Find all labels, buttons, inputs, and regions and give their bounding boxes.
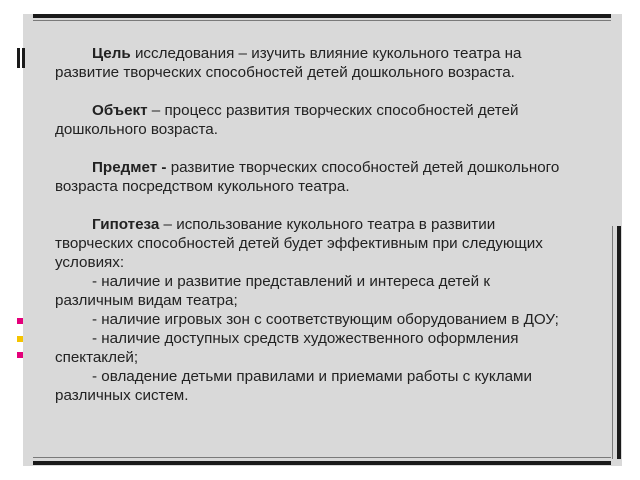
hypothesis-text-1: – использование кукольного театра в развитии: [159, 216, 496, 233]
hypothesis-line-1: [55, 215, 607, 234]
accent-square-magenta-2: [17, 352, 23, 358]
frame-left-bar: [17, 48, 20, 68]
condition-3-line-2: спектаклей;: [55, 349, 139, 366]
condition-4-line-1: - овладение детьми правилами и приемами работы с куклами: [92, 368, 532, 385]
subject-paragraph: [55, 158, 607, 196]
accent-square-magenta: [17, 318, 23, 324]
hypothesis-line-2: творческих способностей детей будет эффективным при следующих: [55, 235, 543, 252]
goal-line-1: [55, 44, 607, 63]
goal-line-2: развитие творческих способностей детей дошкольного возраста.: [55, 64, 515, 81]
frame-left-bar-2: [22, 48, 25, 68]
subject-text-1: развитие творческих способностей детей дошкольного: [166, 159, 560, 176]
frame-right-line: [612, 226, 613, 459]
condition-4-line-2: различных систем.: [55, 387, 189, 404]
frame-top-line: [33, 20, 611, 21]
condition-2-line-1: - наличие игровых зон с соответствующим оборудованием в ДОУ;: [92, 311, 559, 328]
subject-line-1: [55, 158, 607, 177]
hypothesis-label: Гипотеза: [92, 216, 160, 233]
slide-content: [55, 44, 607, 424]
frame-bottom-bar: [33, 461, 611, 465]
condition-1-line-1: - наличие и развитие представлений и интереса детей к: [92, 273, 490, 290]
hypothesis-line-3: условиях:: [55, 254, 125, 271]
object-label: Объект: [92, 102, 148, 119]
object-text-1: – процесс развития творческих способностей детей: [147, 102, 519, 119]
goal-text-1: исследования – изучить влияние кукольного театра на: [130, 45, 522, 62]
object-line-1: [55, 101, 607, 120]
subject-line-2: возраста посредством кукольного театра.: [55, 178, 350, 195]
frame-right-bar: [617, 226, 621, 459]
object-line-2: дошкольного возраста.: [55, 121, 218, 138]
condition-3-line-1: - наличие доступных средств художественного оформления: [92, 330, 519, 347]
frame-top-bar: [33, 14, 611, 18]
accent-square-yellow: [17, 336, 23, 342]
object-paragraph: [55, 101, 607, 139]
goal-label: Цель: [92, 45, 131, 62]
hypothesis-paragraph: [55, 215, 607, 405]
frame-bottom-line: [33, 457, 611, 458]
condition-1-line-2: различным видам театра;: [55, 292, 238, 309]
goal-paragraph: [55, 44, 607, 82]
subject-label: Предмет -: [92, 159, 167, 176]
